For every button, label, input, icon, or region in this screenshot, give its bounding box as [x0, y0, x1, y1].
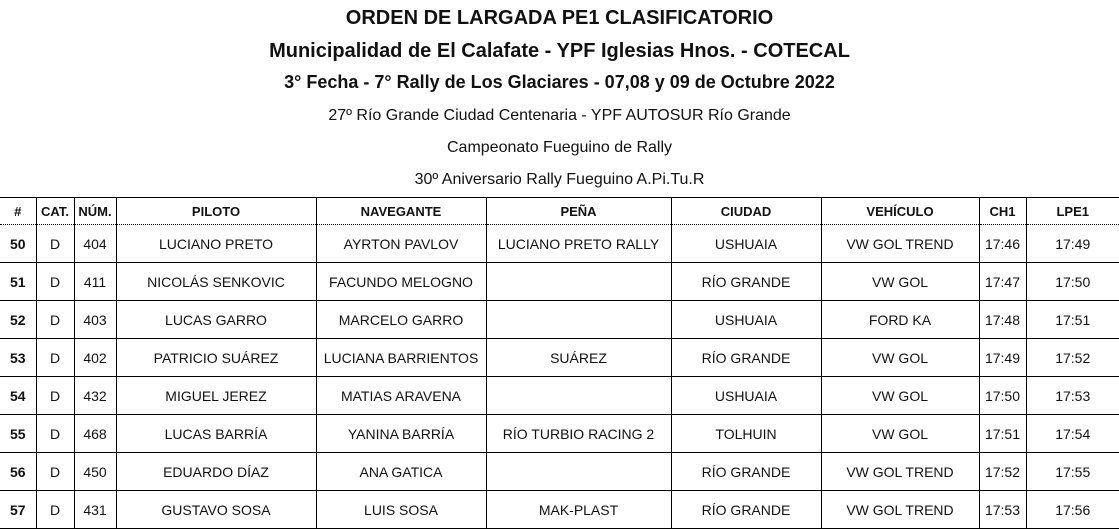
cell-driver: LUCIANO PRETO: [116, 225, 316, 263]
cell-team: SUÁREZ: [486, 339, 671, 377]
start-order-table: [0, 197, 1119, 529]
cell-ch1: 17:47: [979, 263, 1026, 301]
table-row: [0, 415, 1119, 453]
cell-number: 468: [74, 415, 116, 453]
cell-ch1: 17:52: [979, 453, 1026, 491]
cell-navigator: ANA GATICA: [316, 453, 486, 491]
cell-number: 402: [74, 339, 116, 377]
cell-position: 55: [0, 415, 36, 453]
cell-team: [486, 263, 671, 301]
cell-lpe1: 17:51: [1026, 301, 1119, 339]
cell-vehicle: VW GOL TREND: [821, 491, 979, 529]
col-header-vehicle: VEHÍCULO: [821, 198, 979, 225]
cell-ch1: 17:46: [979, 225, 1026, 263]
col-header-category: CAT.: [36, 198, 74, 225]
table-row: [0, 301, 1119, 339]
cell-navigator: FACUNDO MELOGNO: [316, 263, 486, 301]
cell-ch1: 17:49: [979, 339, 1026, 377]
col-header-ch1: CH1: [979, 198, 1026, 225]
cell-vehicle: VW GOL TREND: [821, 225, 979, 263]
cell-team: MAK-PLAST: [486, 491, 671, 529]
cell-navigator: LUIS SOSA: [316, 491, 486, 529]
cell-position: 57: [0, 491, 36, 529]
cell-driver: MIGUEL JEREZ: [116, 377, 316, 415]
cell-city: RÍO GRANDE: [671, 263, 821, 301]
cell-number: 411: [74, 263, 116, 301]
cell-position: 56: [0, 453, 36, 491]
cell-navigator: LUCIANA BARRIENTOS: [316, 339, 486, 377]
cell-vehicle: VW GOL: [821, 415, 979, 453]
cell-navigator: YANINA BARRÍA: [316, 415, 486, 453]
cell-ch1: 17:53: [979, 491, 1026, 529]
cell-vehicle: FORD KA: [821, 301, 979, 339]
cell-driver: PATRICIO SUÁREZ: [116, 339, 316, 377]
table-header-row: [0, 198, 1119, 225]
subtitle-line-1: 27º Río Grande Ciudad Centenaria - YPF AUTOSUR Río Grande: [328, 107, 791, 124]
cell-category: D: [36, 225, 74, 263]
col-header-driver: PILOTO: [116, 198, 316, 225]
cell-city: RÍO GRANDE: [671, 339, 821, 377]
cell-navigator: MATIAS ARAVENA: [316, 377, 486, 415]
cell-number: 431: [74, 491, 116, 529]
cell-ch1: 17:51: [979, 415, 1026, 453]
cell-lpe1: 17:49: [1026, 225, 1119, 263]
cell-team: [486, 301, 671, 339]
cell-vehicle: VW GOL: [821, 339, 979, 377]
col-header-navigator: NAVEGANTE: [316, 198, 486, 225]
cell-lpe1: 17:52: [1026, 339, 1119, 377]
cell-navigator: MARCELO GARRO: [316, 301, 486, 339]
cell-team: [486, 377, 671, 415]
col-header-position: #: [0, 198, 36, 225]
cell-category: D: [36, 301, 74, 339]
event-line: 3° Fecha - 7° Rally de Los Glaciares - 07,08 y 09 de Octubre 2022: [284, 72, 835, 92]
cell-position: 50: [0, 225, 36, 263]
cell-driver: NICOLÁS SENKOVIC: [116, 263, 316, 301]
cell-ch1: 17:50: [979, 377, 1026, 415]
cell-category: D: [36, 415, 74, 453]
col-header-city: CIUDAD: [671, 198, 821, 225]
cell-category: D: [36, 453, 74, 491]
cell-driver: GUSTAVO SOSA: [116, 491, 316, 529]
cell-category: D: [36, 263, 74, 301]
cell-ch1: 17:48: [979, 301, 1026, 339]
cell-position: 53: [0, 339, 36, 377]
cell-navigator: AYRTON PAVLOV: [316, 225, 486, 263]
cell-vehicle: VW GOL TREND: [821, 453, 979, 491]
cell-team: [486, 453, 671, 491]
subtitle-line-2: Campeonato Fueguino de Rally: [446, 139, 673, 156]
cell-lpe1: 17:55: [1026, 453, 1119, 491]
col-header-lpe1: LPE1: [1026, 198, 1119, 225]
cell-city: USHUAIA: [671, 301, 821, 339]
cell-number: 404: [74, 225, 116, 263]
cell-driver: LUCAS GARRO: [116, 301, 316, 339]
cell-vehicle: VW GOL: [821, 263, 979, 301]
cell-lpe1: 17:56: [1026, 491, 1119, 529]
table-row: [0, 453, 1119, 491]
cell-category: D: [36, 491, 74, 529]
table-row: [0, 339, 1119, 377]
cell-number: 403: [74, 301, 116, 339]
cell-city: RÍO GRANDE: [671, 491, 821, 529]
table-row: [0, 377, 1119, 415]
cell-driver: EDUARDO DÍAZ: [116, 453, 316, 491]
cell-category: D: [36, 377, 74, 415]
cell-position: 54: [0, 377, 36, 415]
cell-number: 432: [74, 377, 116, 415]
cell-driver: LUCAS BARRÍA: [116, 415, 316, 453]
subtitle-line-3: 30º Aniversario Rally Fueguino A.Pi.Tu.R: [414, 171, 705, 188]
table-body: [0, 225, 1119, 529]
cell-category: D: [36, 339, 74, 377]
cell-position: 52: [0, 301, 36, 339]
cell-city: TOLHUIN: [671, 415, 821, 453]
col-header-team: PEÑA: [486, 198, 671, 225]
cell-lpe1: 17:53: [1026, 377, 1119, 415]
cell-city: USHUAIA: [671, 225, 821, 263]
cell-team: LUCIANO PRETO RALLY: [486, 225, 671, 263]
document-title: ORDEN DE LARGADA PE1 CLASIFICATORIO: [345, 7, 774, 29]
table-row: [0, 263, 1119, 301]
cell-city: USHUAIA: [671, 377, 821, 415]
cell-lpe1: 17:54: [1026, 415, 1119, 453]
cell-vehicle: VW GOL: [821, 377, 979, 415]
cell-city: RÍO GRANDE: [671, 453, 821, 491]
cell-lpe1: 17:50: [1026, 263, 1119, 301]
col-header-number: NÚM.: [74, 198, 116, 225]
table-row: [0, 225, 1119, 263]
table-row: [0, 491, 1119, 529]
organizers-line: Municipalidad de El Calafate - YPF Iglesias Hnos. - COTECAL: [269, 40, 850, 62]
cell-number: 450: [74, 453, 116, 491]
cell-team: RÍO TURBIO RACING 2: [486, 415, 671, 453]
cell-position: 51: [0, 263, 36, 301]
